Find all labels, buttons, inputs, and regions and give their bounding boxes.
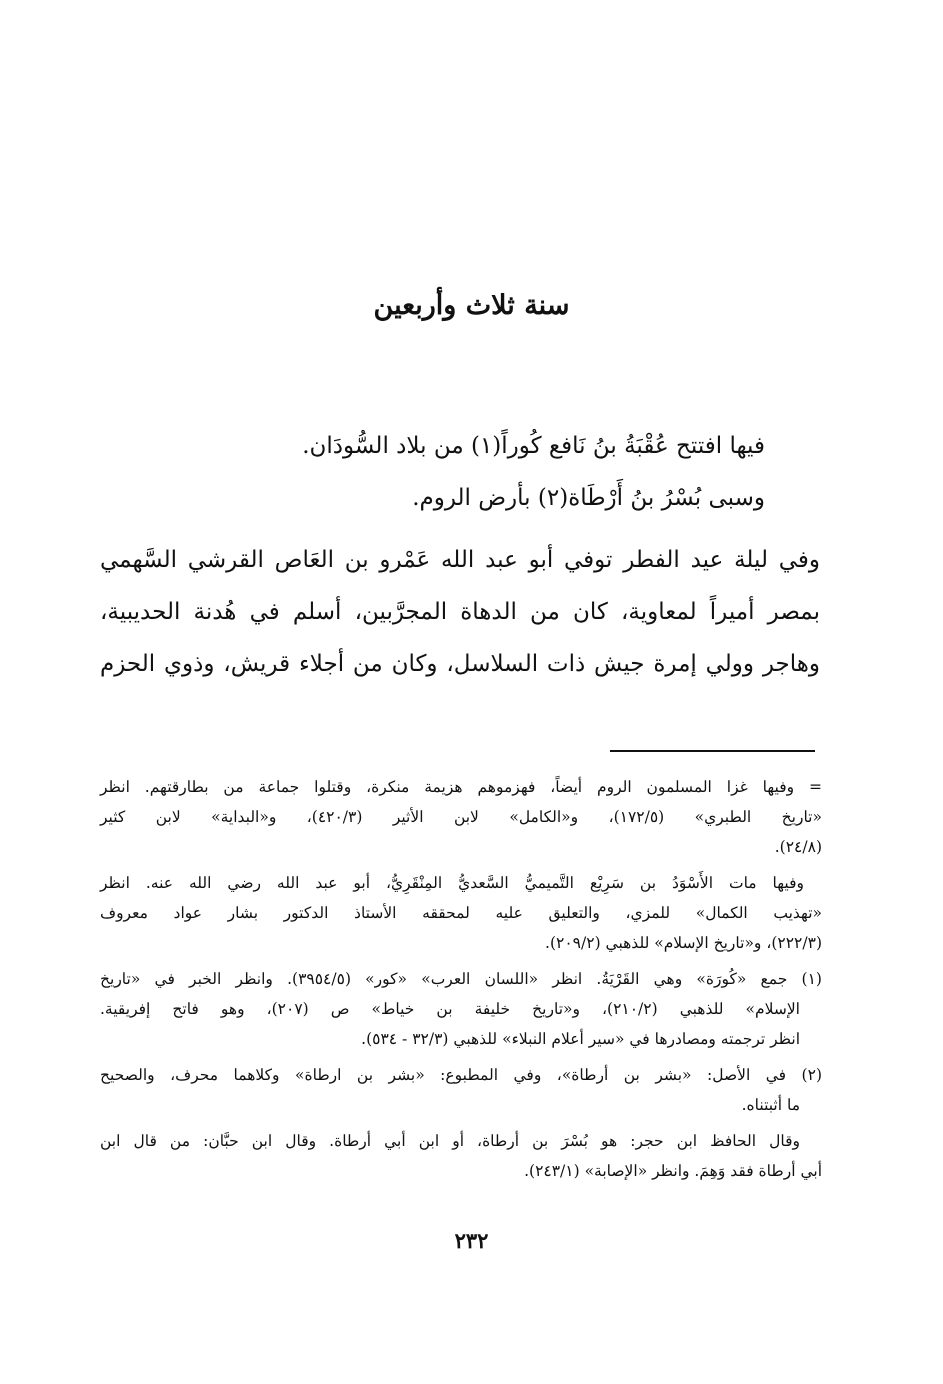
- footnotes: [100, 772, 822, 1192]
- footnote-line: الإسلام» للذهبي (٢١٠/٢)، و«تاريخ خليفة بن خياط» ص (٢٠٧)، وهو فاتح إفريقية.: [100, 1000, 800, 1018]
- footnote-line: انظر ترجمته ومصادرها في «سير أعلام النبلاء» للذهبي (٣٢/٣ - ٥٣٤).: [361, 1030, 800, 1048]
- page-number: ٢٣٢: [454, 1228, 489, 1253]
- footnote-line: = وفيها غزا المسلمون الروم أيضاً، فهزموهم هزيمة منكرة، وقتلوا جماعة من بطارقتهم. انظر: [100, 778, 822, 796]
- body-line: وهاجر وولي إمرة جيش ذات السلاسل، وكان من أجلاء قريش، وذوي الحزم: [100, 651, 820, 677]
- footnote-line: (٢) في الأصل: «بشر بن أرطاة»، وفي المطبوع: «بشر بن ارطاة» وكلاهما محرف، والصحيح: [100, 1066, 822, 1084]
- body-text: [100, 420, 820, 690]
- footnote-line: (٢٤/٨).: [774, 838, 822, 856]
- footnote-line: وقال الحافظ ابن حجر: هو بُسْرَ بن أرطاة، أو ابن أبي أرطاة. وقال ابن حبَّان: من قال ابن: [100, 1132, 800, 1150]
- footnote-line: وفيها مات الأَسْوَدُ بن سَرِيْع التَّميميُّ السَّعديُّ المِنْقَرِيُّ، أبو عبد الله رضي الله عنه. انظر: [100, 874, 804, 892]
- footnote-paragraph: [100, 1126, 822, 1186]
- footnote-line: أبي أرطاة فقد وَهِمَ. وانظر «الإصابة» (٢٤٣/١).: [524, 1162, 822, 1180]
- footnote-line: (٢٢٢/٣)، و«تاريخ الإسلام» للذهبي (٢٠٩/٢).: [545, 934, 822, 952]
- footnote-line: «تاريخ الطبري» (١٧٢/٥)، و«الكامل» لابن الأثير (٤٢٠/٣)، و«البداية» لابن كثير: [100, 808, 822, 826]
- page-title: سنة ثلاث وأربعين: [373, 290, 570, 321]
- footnote-paragraph: [100, 868, 822, 958]
- body-line: فيها افتتح عُقْبَةُ بنُ نَافع كُوراً(١) من بلاد السُّودَان.: [302, 433, 765, 459]
- body-line: وسبى بُسْرُ بنُ أَرْطَاة(٢) بأرض الروم.: [412, 485, 765, 511]
- footnote-separator: [610, 750, 815, 752]
- footnote-line: ما أثبتناه.: [741, 1096, 800, 1114]
- footnote-line: (١) جمع «كُورَة» وهي القَرْيَةُ. انظر «اللسان العرب» «كور» (٣٩٥٤/٥). وانظر الخبر في «تاريخ: [100, 970, 822, 988]
- footnote-1: [100, 964, 822, 1054]
- footnote-line: «تهذيب الكمال» للمزي، والتعليق عليه لمحققه الأستاذ الدكتور بشار عواد معروف: [100, 904, 822, 922]
- body-line: وفي ليلة عيد الفطر توفي أبو عبد الله عَمْرو بن العَاص القرشي السَّهمي: [100, 547, 820, 573]
- body-line: بمصر أميراً لمعاوية، كان من الدهاة المجرَّبين، أسلم في هُدنة الحديبية،: [100, 599, 820, 625]
- footnote-continuation: [100, 772, 822, 862]
- footnote-2: [100, 1060, 822, 1120]
